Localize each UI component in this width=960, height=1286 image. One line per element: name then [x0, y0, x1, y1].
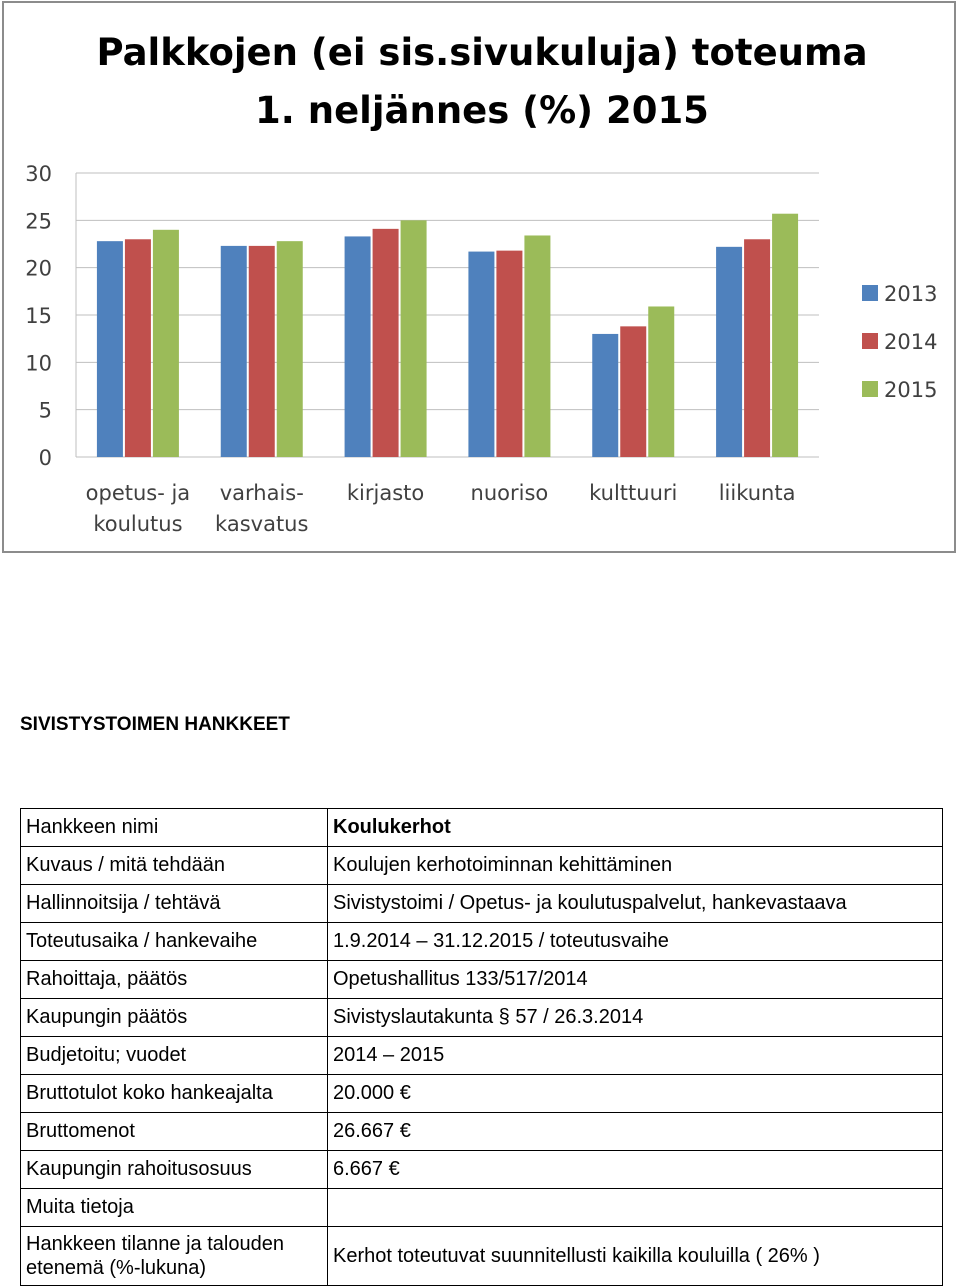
x-axis-categories	[86, 481, 796, 536]
bar-2015-3	[524, 235, 550, 457]
row-value: 1.9.2014 – 31.12.2015 / toteutusvaihe	[328, 923, 943, 961]
legend-swatch-2013	[862, 285, 878, 301]
bar-2015-2	[401, 220, 427, 457]
table-row	[21, 885, 943, 923]
bar-2015-5	[772, 214, 798, 457]
chart-container	[2, 1, 956, 553]
x-category-label: opetus- ja	[85, 481, 191, 505]
row-value: Sivistyslautakunta § 57 / 26.3.2014	[328, 999, 943, 1037]
bar-2014-3	[496, 251, 522, 457]
y-tick-label: 20	[25, 256, 52, 281]
row-label: Kuvaus / mitä tehdään	[21, 847, 328, 885]
chart-title-line-1: Palkkojen (ei sis.sivukuluja) toteuma	[96, 31, 868, 74]
table-row	[21, 961, 943, 999]
x-category-label: nuoriso	[470, 481, 549, 505]
row-value: Opetushallitus 133/517/2014	[328, 961, 943, 999]
x-category-label: kirjasto	[346, 481, 425, 505]
x-category-label: varhais-	[219, 481, 304, 505]
y-tick-label: 30	[25, 162, 52, 186]
legend-label-2013: 2013	[884, 282, 938, 306]
row-label: Toteutusaika / hankevaihe	[21, 923, 328, 961]
bar-2013-2	[345, 236, 371, 457]
table-row	[21, 1113, 943, 1151]
bar-2014-4	[620, 326, 646, 457]
bar-2014-2	[373, 229, 399, 457]
y-tick-label: 0	[38, 446, 52, 470]
legend-label-2014: 2014	[884, 330, 938, 354]
row-value: 26.667 €	[328, 1113, 943, 1151]
table-row	[21, 1075, 943, 1113]
x-category-label: koulutus	[93, 512, 183, 536]
table-row	[21, 1189, 943, 1227]
row-label: Budjetoitu; vuodet	[21, 1037, 328, 1075]
row-label: Muita tietoja	[21, 1189, 328, 1227]
row-label: Rahoittaja, päätös	[21, 961, 328, 999]
y-tick-label: 10	[25, 351, 52, 376]
bars	[97, 214, 798, 457]
row-value: Kerhot toteutuvat suunnitellusti kaikilla kouluilla ( 26% )	[328, 1227, 943, 1286]
row-value: Koulukerhot	[328, 809, 943, 847]
chart-title-line-2: 1. neljännes (%) 2015	[255, 89, 709, 132]
table-row	[21, 923, 943, 961]
bar-2014-5	[744, 239, 770, 457]
y-tick-label: 5	[38, 398, 52, 423]
bar-2014-0	[125, 239, 151, 457]
grid-lines	[76, 173, 819, 457]
row-label: Hankkeen tilanne ja talouden etenemä (%-lukuna)	[21, 1227, 328, 1286]
table-row	[21, 1227, 943, 1286]
row-label: Kaupungin rahoitusosuus	[21, 1151, 328, 1189]
section-heading: SIVISTYSTOIMEN HANKKEET	[20, 714, 290, 735]
table-row	[21, 847, 943, 885]
table-row	[21, 809, 943, 847]
row-value: 6.667 €	[328, 1151, 943, 1189]
row-label: Hankkeen nimi	[21, 809, 328, 847]
table-row	[21, 1151, 943, 1189]
bar-2015-0	[153, 230, 179, 457]
bar-2013-5	[716, 247, 742, 457]
row-value: Sivistystoimi / Opetus- ja koulutuspalvelut, hankevastaava	[328, 885, 943, 923]
project-info-table	[20, 808, 943, 1286]
table-row	[21, 1037, 943, 1075]
bar-chart	[4, 3, 954, 551]
bar-2015-1	[277, 241, 303, 457]
row-value	[328, 1189, 943, 1227]
x-category-label: kasvatus	[215, 512, 309, 536]
bar-2015-4	[648, 306, 674, 457]
bar-2013-4	[592, 334, 618, 457]
legend-swatch-2015	[862, 381, 878, 397]
x-category-label: kulttuuri	[589, 481, 678, 505]
row-label: Kaupungin päätös	[21, 999, 328, 1037]
bar-2013-0	[97, 241, 123, 457]
bar-2014-1	[249, 246, 275, 457]
row-label: Bruttotulot koko hankeajalta	[21, 1075, 328, 1113]
x-category-label: liikunta	[718, 481, 796, 505]
table-row	[21, 999, 943, 1037]
legend-swatch-2014	[862, 333, 878, 349]
y-tick-label: 15	[25, 304, 52, 328]
bar-2013-1	[221, 246, 247, 457]
row-value: Koulujen kerhotoiminnan kehittäminen	[328, 847, 943, 885]
row-value: 20.000 €	[328, 1075, 943, 1113]
legend	[862, 282, 937, 402]
y-tick-label: 25	[25, 209, 52, 234]
legend-label-2015: 2015	[884, 378, 938, 402]
row-value: 2014 – 2015	[328, 1037, 943, 1075]
row-label: Hallinnoitsija / tehtävä	[21, 885, 328, 923]
bar-2013-3	[468, 252, 494, 457]
row-label: Bruttomenot	[21, 1113, 328, 1151]
y-axis-ticks	[25, 162, 52, 470]
